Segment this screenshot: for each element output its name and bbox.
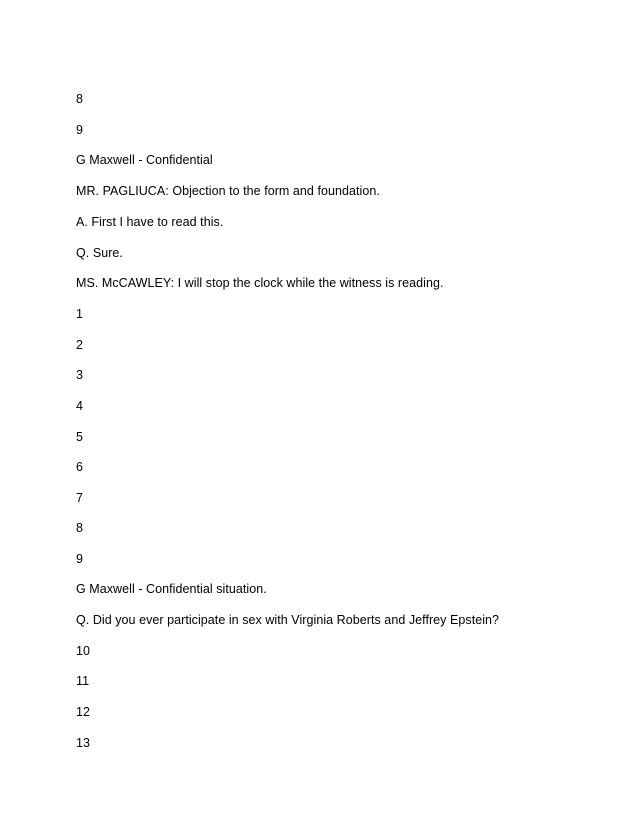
line-number-2: 2 — [76, 338, 84, 352]
transcript-line: MR. PAGLIUCA: Objection to the form and foundation. — [76, 184, 380, 198]
line-number-4: 4 — [76, 399, 84, 413]
transcript-line: Q. Did you ever participate in sex with Virginia Roberts and Jeffrey Epstein? — [76, 613, 500, 627]
line-number-9: 9 — [76, 552, 84, 566]
line-number-9: 9 — [76, 123, 84, 137]
confidential-header: G Maxwell - Confidential — [76, 153, 213, 167]
line-number-3: 3 — [76, 368, 84, 382]
transcript-line: A. First I have to read this. — [76, 215, 224, 229]
line-number-5: 5 — [76, 430, 84, 444]
line-number-13: 13 — [76, 736, 91, 750]
line-number-7: 7 — [76, 491, 84, 505]
line-number-8: 8 — [76, 521, 84, 535]
line-number-1: 1 — [76, 307, 84, 321]
line-number-6: 6 — [76, 460, 84, 474]
confidential-header: G Maxwell - Confidential situation. — [76, 582, 267, 596]
transcript-line: MS. McCAWLEY: I will stop the clock while the witness is reading. — [76, 276, 444, 290]
line-number-10: 10 — [76, 644, 91, 658]
line-number-8: 8 — [76, 92, 84, 106]
transcript-line: Q. Sure. — [76, 246, 123, 260]
line-number-12: 12 — [76, 705, 91, 719]
line-number-11: 11 — [76, 674, 90, 688]
